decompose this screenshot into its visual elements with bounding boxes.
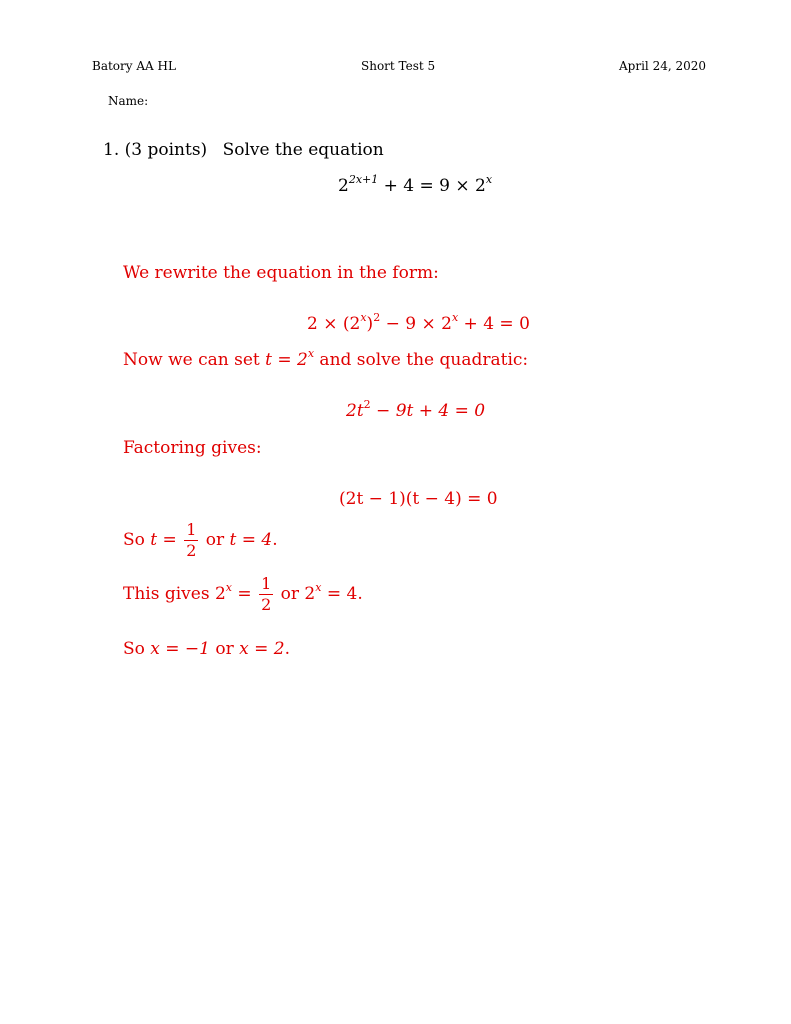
header-test-title: Short Test 5: [361, 59, 436, 73]
question-number: 1.: [103, 140, 120, 160]
question-points: (3 points): [124, 140, 208, 160]
solution-line-rewrite: We rewrite the equation in the form:: [123, 263, 439, 283]
solution-line-answer: So x = −1 or x = 2.: [123, 639, 291, 659]
question-line: [103, 140, 384, 160]
fraction-one-half: $\frac{1}{2}$: [261, 574, 272, 614]
solution-line-substitution: Now we can set $t = 2^x$ and solve the quadratic:: [123, 347, 529, 370]
solution-line-t-values: So t = $\frac{1}{2}$ or t = 4.: [123, 520, 278, 560]
fraction-one-half: $\frac{1}{2}$: [186, 520, 197, 560]
question-equation: $2^{2x+1} + 4 = 9 \times 2^x$: [338, 173, 493, 196]
solution-line-exponential: This gives $2^x$ = $\frac{1}{2}$ or $2^x = 4$.: [123, 574, 363, 614]
solution-equation-factored: (2t − 1)(t − 4) = 0: [339, 489, 498, 509]
question-prompt: Solve the equation: [222, 140, 384, 160]
header-date: April 24, 2020: [619, 59, 707, 73]
header-course: Batory AA HL: [92, 59, 176, 73]
solution-line-factoring: Factoring gives:: [123, 438, 262, 458]
name-label: Name:: [108, 94, 149, 108]
solution-equation-quadratic: $2t^2 - 9t + 4 = 0$: [346, 398, 486, 421]
solution-equation-1: $2 \times (2^x)^2 - 9 \times 2^x + 4 = 0$: [307, 311, 530, 334]
